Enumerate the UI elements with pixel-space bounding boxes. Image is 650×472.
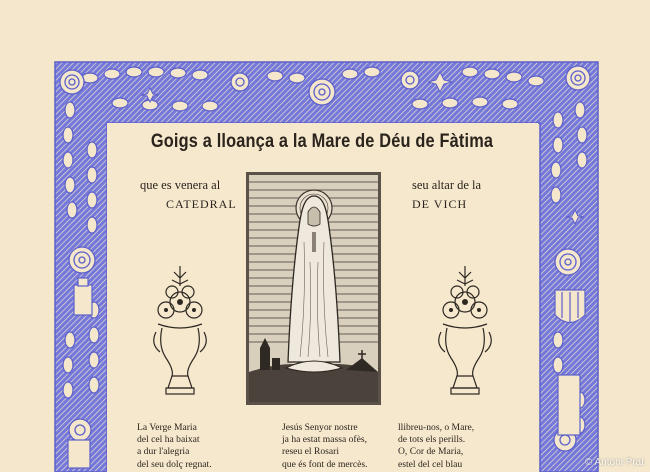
verse-line: Jesús Senyor nostre xyxy=(282,422,358,433)
subtitle-left-line2: CATEDRAL xyxy=(166,197,237,211)
subtitle-right-line1: seu altar de la xyxy=(412,178,482,192)
flower-vase-left-image xyxy=(148,266,212,400)
flower-vase-right-image xyxy=(433,266,497,400)
verse-line: ja ha estat massa ofès, xyxy=(282,434,367,446)
verse-column-3 xyxy=(398,422,474,471)
subtitle-right-line2: DE VICH xyxy=(412,197,468,211)
copyright-watermark: © Antoni Prat xyxy=(584,457,644,468)
verse-line: de tots els perills. xyxy=(398,434,466,446)
verse-line: del seu dolç regnat. xyxy=(137,458,212,470)
verse-line: reseu el Rosari xyxy=(282,446,340,458)
verse-column-1 xyxy=(137,422,212,471)
verse-line: estel del cel blau xyxy=(398,458,463,470)
document-title: Goigs a lloança a la Mare de Déu de Fàtima xyxy=(150,131,494,152)
verse-line: que és font de mercès. xyxy=(282,458,368,470)
verse-line: llibreu-nos, o Mare, xyxy=(398,422,475,433)
verse-line: del cel ha baixat xyxy=(137,434,200,446)
verse-line: a dur l'alegria xyxy=(137,446,190,458)
verse-column-2 xyxy=(282,422,368,471)
verse-line: O, Cor de Maria, xyxy=(398,446,464,458)
subtitle-left-line1: que es venera al xyxy=(140,178,221,192)
verse-line: La Verge Maria xyxy=(137,422,197,433)
virgin-woodcut-image xyxy=(246,172,381,405)
